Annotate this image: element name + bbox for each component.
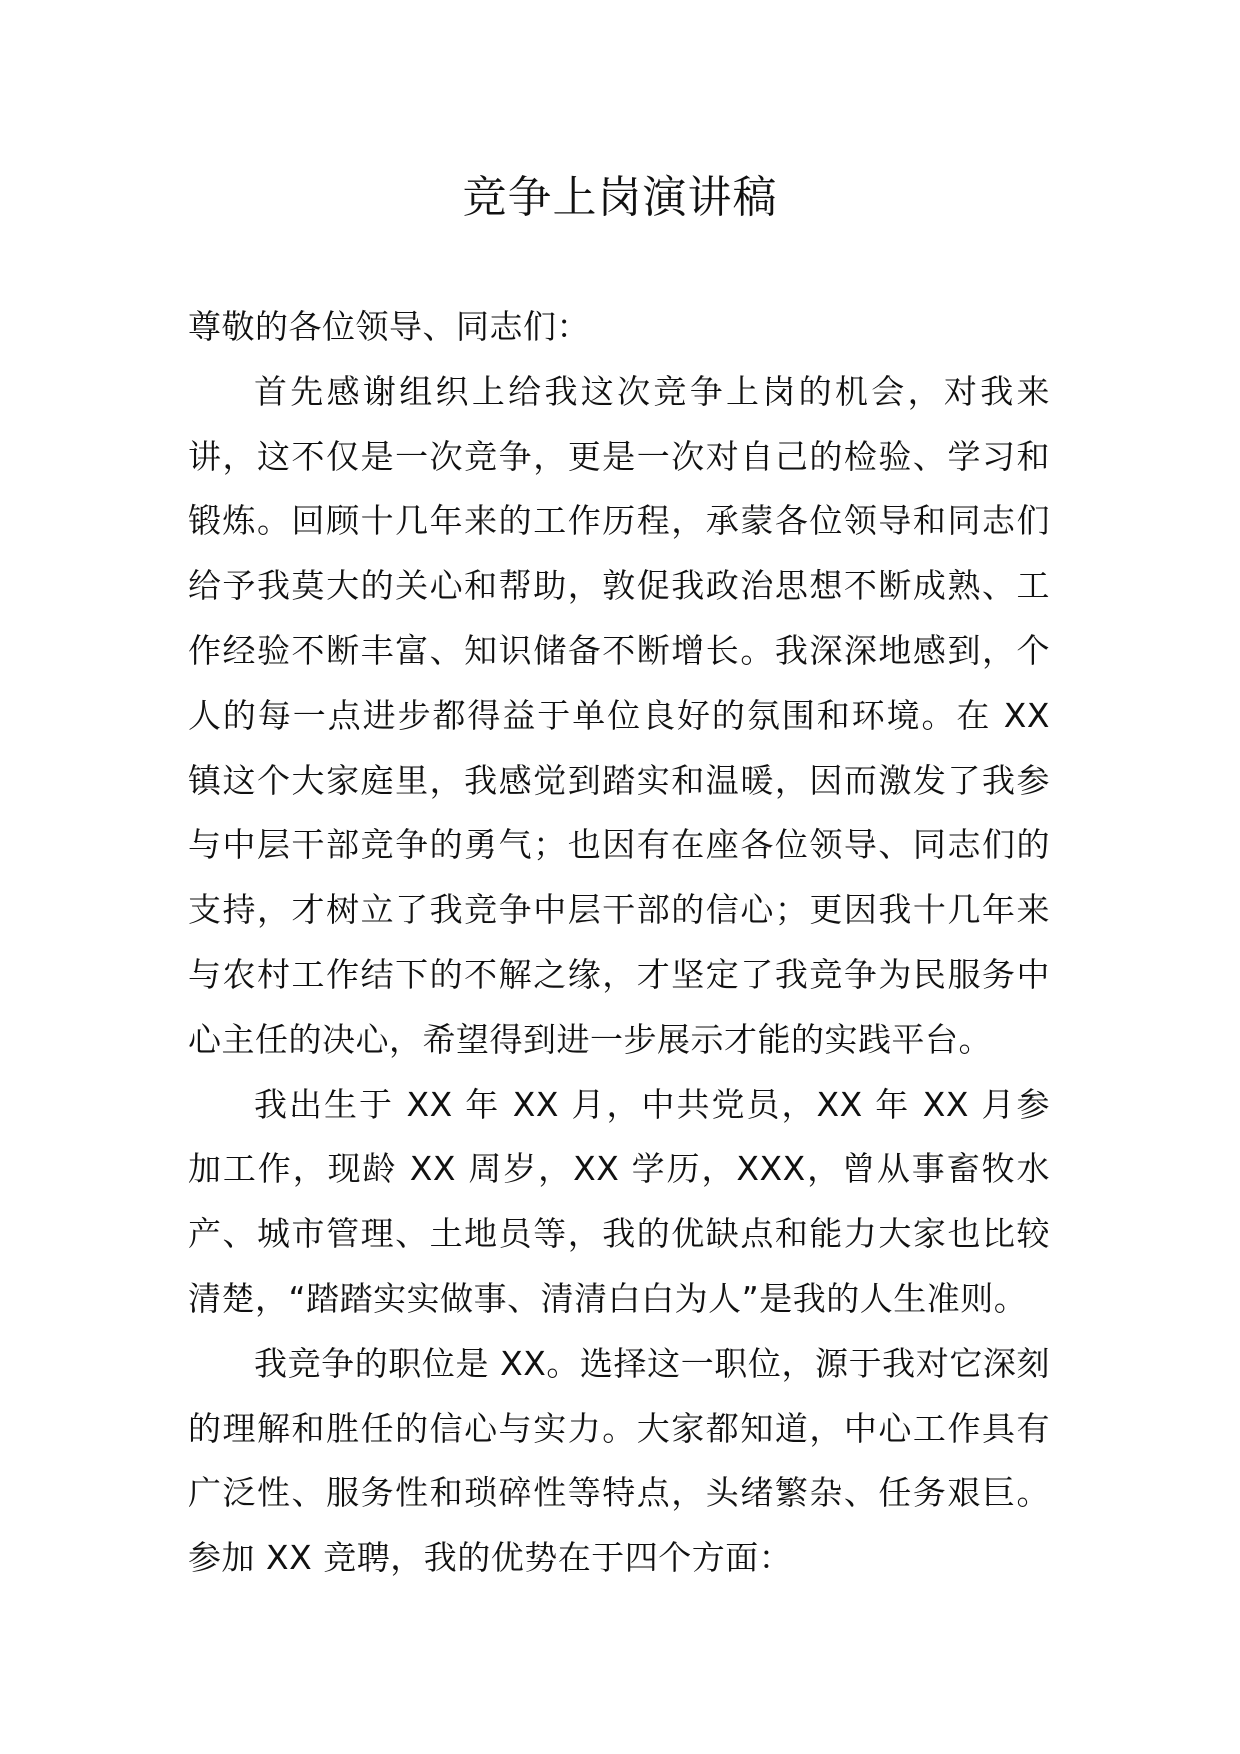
- greeting-line: 尊敬的各位领导、同志们：: [188, 307, 590, 346]
- paragraph-3: 我竞争的职位是 XX。选择这一职位，源于我对它深刻的理解和胜任的信心与实力。大家都知道，中心工作具有广泛性、服务性和琐碎性等特点，头绪繁杂、任务艰巨。参加 XX 竞聘，我的优势在于四个方面：: [188, 1343, 1050, 1578]
- document-title: 竞争上岗演讲稿: [462, 172, 778, 223]
- paragraph-1: 首先感谢组织上给我这次竞争上岗的机会，对我来讲，这不仅是一次竞争，更是一次对自己的检验、学习和锻炼。回顾十几年来的工作历程，承蒙各位领导和同志们给予我莫大的关心和帮助，敦促我政治思想不断成熟、工作经验不断丰富、知识储备不断增长。我深深地感到，个人的每一点进步都得益于单位良好的氛围和环境。在 XX 镇这个大家庭里，我感觉到踏实和温暖，因而激发了我参与中层干部竞争的勇气；也因有在座各位领导、同志们的支持，才树立了我竞争中层干部的信心；更因我十几年来与农村工作结下的不解之缘，才坚定了我竞争为民服务中心主任的决心，希望得到进一步展示才能的实践平台。: [188, 371, 1050, 1059]
- document-body: [188, 295, 1050, 1591]
- paragraph-2: 我出生于 XX 年 XX 月，中共党员，XX 年 XX 月参加工作，现龄 XX 周岁，XX 学历，XXX，曾从事畜牧水产、城市管理、土地员等，我的优缺点和能力大家也比较清楚，“踏踏实实做事、清清白白为人”是我的人生准则。: [188, 1084, 1050, 1318]
